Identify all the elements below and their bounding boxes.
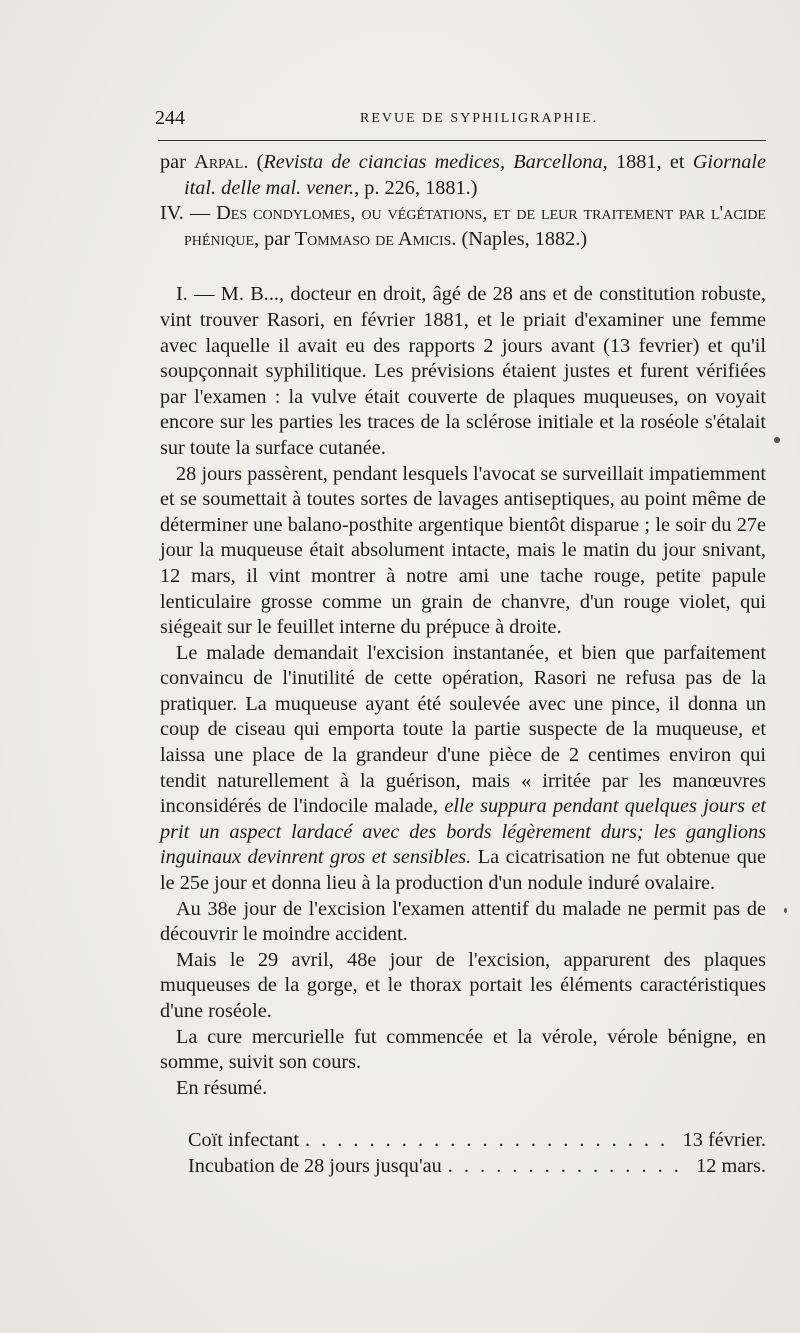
page-number: 244 (155, 107, 185, 129)
summary-table (188, 1128, 766, 1179)
summary-row: Incubation de 28 jours jusqu'au . . . . . . . . . . . . . . . 12 mars. (188, 1154, 766, 1177)
paragraph-6: La cure mercurielle fut commencée et la vérole, vérole bénigne, en somme, suivit son cours. (160, 1025, 766, 1074)
paragraph-7: En résumé. (176, 1076, 268, 1099)
section-heading-iv: IV. — Des condylomes, ou végétations, et de leur traitement par l'acide phénique, par Tommaso de Amicis. (Naples, 1882.) (160, 202, 766, 250)
page-header (155, 107, 767, 133)
paragraph-3: Le malade demandait l'excision instantanée, et bien que parfaitement convaincu de l'inutilité de cette opération, Rasori ne refusa pas de la pratiquer. La muqueuse ayant été soulevée avec une pince, il donna un coup de ciseau qui emporta toute la partie suspecte de la muqueuse, et laissa une place de la grandeur d'une pièce de 2 centimes environ qui tendit naturellement à la guérison, mais « irritée par les manœuvres inconsidérés de l'indocile malade, elle suppura pendant quelques jours et prit un aspect lardacé avec des bords légèrement durs; les ganglions inguinaux devinrent gros et sensibles. La cicatrisation ne fut obtenue que le 25e jour et donna lieu à la production d'un nodule induré ovalaire. (160, 641, 767, 895)
spacer (160, 252, 766, 282)
body-text (160, 150, 766, 1101)
paragraph-5: Mais le 29 avril, 48e jour de l'excision, apparurent des plaques muqueuses de la gorge, et le thorax portait les éléments caractéristiques d'une roséole. (160, 948, 766, 1022)
paragraph-4: Au 38e jour de l'excision l'examen attentif du malade ne permit pas de découvrir le moindre accident. (160, 897, 766, 946)
ink-speck (774, 437, 780, 443)
paragraph-2: 28 jours passèrent, pendant lesquels l'avocat se surveillait impatiemment et se soumettait à toutes sortes de lavages antiseptiques, au point même de déterminer une balano-posthite argentique bientôt disparue ; le soir du 27e jour la muqueuse était absolument intacte, mais le matin du jour snivant, 12 mars, il vint montrer à notre ami une tache rouge, petite papule lenticulaire grosse comme un grain de chanvre, d'un rouge violet, qui siégeait sur le feuillet interne du prépuce à droite. (160, 462, 766, 639)
reference-continuation: par Arpal. (Revista de ciancias medices, Barcellona, 1881, et Giornale ital. delle mal. vener., p. 226, 1881.) (160, 151, 767, 199)
running-head: REVUE DE SYPHILIGRAPHIE. (360, 111, 599, 126)
summary-row: Coït infectant . . . . . . . . . . . . . . . . . . . . . . . 13 février. (188, 1129, 766, 1151)
ink-speck (784, 908, 787, 913)
header-rule (158, 140, 766, 141)
paragraph-1: I. — M. B..., docteur en droit, âgé de 28 ans et de constitution robuste, vint trouver Rasori, en février 1881, et le priait d'examiner une femme avec laquelle il avait eu des rapports 2 jours avant (13 fevrier) et qu'il soupçonnait syphilitique. Les prévisions étaient justes et furent vérifiées par l'examen : la vulve était couverte de plaques muqueuses, on voyait encore sur les parties les traces de la sclérose initiale et la roséole s'étalait sur toute la surface cutanée. (160, 283, 766, 459)
